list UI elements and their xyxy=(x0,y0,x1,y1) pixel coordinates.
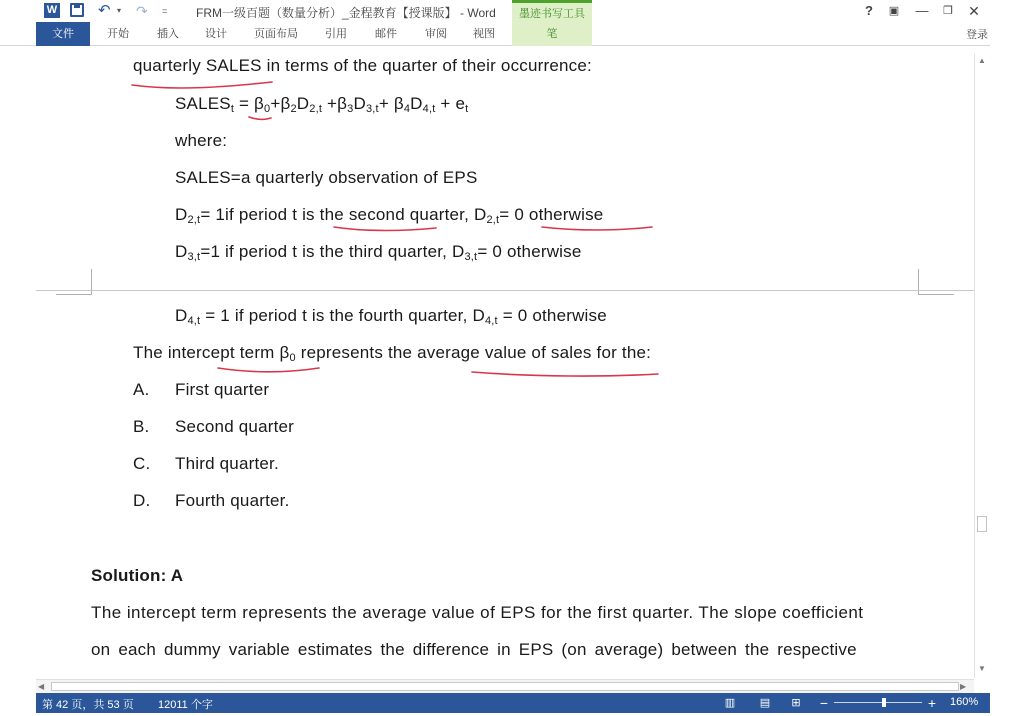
save-icon[interactable] xyxy=(70,3,84,17)
dummy-d2-definition: $D_{2,t}= 1if$ period t is the second quarter, $D_{2,t}= 0$ otherwise xyxy=(175,205,604,226)
solution-heading: Solution: A xyxy=(91,566,184,585)
zoom-level[interactable]: 160% xyxy=(950,696,979,708)
document-workspace xyxy=(36,47,974,679)
option-b xyxy=(133,417,294,437)
vertical-scroll-thumb[interactable] xyxy=(977,516,987,532)
tab-design[interactable]: 设计 xyxy=(205,28,227,40)
ink-underline-otherwise xyxy=(542,227,652,230)
page-break-line xyxy=(36,290,974,291)
option-text: Fourth quarter. xyxy=(175,491,290,510)
status-bar xyxy=(36,693,990,713)
ribbon-display-options-icon[interactable]: ▣ xyxy=(888,5,900,17)
web-layout-icon[interactable]: ⊞ xyxy=(791,697,801,709)
undo-dropdown-icon[interactable]: ▾ xyxy=(117,6,122,15)
paragraph-intro: quarterly SALES in terms of the quarter of their occurrence: xyxy=(133,56,592,75)
title-bar xyxy=(0,0,1024,22)
horizontal-scrollbar[interactable] xyxy=(36,679,974,693)
option-letter: B. xyxy=(133,417,150,436)
tab-references[interactable]: 引用 xyxy=(325,28,347,40)
ink-underline-intercept-term xyxy=(218,368,319,372)
undo-icon[interactable]: ↶ xyxy=(98,2,111,19)
option-text: Third quarter. xyxy=(175,454,279,473)
help-icon[interactable]: ? xyxy=(865,3,873,18)
tab-page-layout[interactable]: 页面布局 xyxy=(254,28,298,40)
dummy-d4-definition: $D_{4,t} = 1$ if period t is the fourth quarter, $D_{4,t} = 0$ otherwise xyxy=(175,306,607,327)
read-mode-icon[interactable]: ▥ xyxy=(724,697,736,709)
option-letter: A. xyxy=(133,380,150,399)
regression-equation: $SALES_t = \beta_0+\beta_2D_{2,t} +\beta_3D_{3,t}+ \beta_4D_{4,t} + e_t$ xyxy=(175,94,469,115)
document-page[interactable] xyxy=(36,47,974,679)
print-layout-icon[interactable]: ▤ xyxy=(759,697,771,709)
scroll-down-icon[interactable]: ▼ xyxy=(978,664,986,673)
word-count-status[interactable]: 12011 个字 xyxy=(158,699,213,711)
page-corner-mark-right xyxy=(918,269,954,295)
ink-underline-beta0 xyxy=(249,117,271,119)
tab-mailings[interactable]: 邮件 xyxy=(375,28,397,40)
explanation-line-2: on each dummy variable estimates the difference in EPS (on average) between the respective xyxy=(91,640,857,659)
redo-icon[interactable]: ↷ xyxy=(136,3,148,19)
zoom-slider-thumb[interactable] xyxy=(882,698,886,707)
minimize-button[interactable]: — xyxy=(915,3,929,18)
sales-definition: SALES=a quarterly observation of EPS xyxy=(175,168,478,187)
scroll-right-icon[interactable]: ▶ xyxy=(960,682,967,691)
tab-insert[interactable]: 插入 xyxy=(157,28,179,40)
scroll-up-icon[interactable]: ▲ xyxy=(978,56,986,65)
option-text: First quarter xyxy=(175,380,270,399)
option-text: Second quarter xyxy=(175,417,295,436)
window-edge xyxy=(990,0,1024,716)
close-button[interactable]: ✕ xyxy=(968,3,980,19)
ink-underline-second-quarter xyxy=(334,227,436,231)
document-title: FRM一级百题（数量分析）_金程教育【授课版】 - Word xyxy=(196,6,496,20)
ink-underline-average-value xyxy=(472,372,658,376)
restore-button[interactable]: ❐ xyxy=(943,5,953,17)
explanation-line-1: The intercept term represents the average value of EPS for the first quarter. The slope coefficient xyxy=(91,603,864,622)
question-text: The intercept term $\beta_0$ represents the average value of sales for the: xyxy=(133,343,652,364)
horizontal-scroll-thumb[interactable] xyxy=(51,682,959,691)
tab-review[interactable]: 审阅 xyxy=(425,28,447,40)
page-count-status[interactable]: 第 42 页，共 53 页 xyxy=(42,699,134,711)
dummy-d3-definition: $D_{3,t}=1$ if period t is the third quarter, $D_{3,t}= 0$ otherwise xyxy=(175,242,582,263)
zoom-slider[interactable] xyxy=(834,702,922,703)
ink-tools-group-label: 墨迹书写工具 xyxy=(512,0,592,22)
tab-view[interactable]: 视图 xyxy=(473,28,495,40)
option-a xyxy=(133,380,269,400)
option-c xyxy=(133,454,279,474)
ink-underline-sales xyxy=(132,82,272,88)
scroll-left-icon[interactable]: ◀ xyxy=(38,682,45,691)
option-d xyxy=(133,491,290,511)
zoom-in-icon[interactable]: + xyxy=(927,695,937,711)
zoom-out-icon[interactable]: − xyxy=(819,695,829,711)
tab-home[interactable]: 开始 xyxy=(107,28,129,40)
option-letter: D. xyxy=(133,491,151,510)
tab-pen[interactable]: 笔 xyxy=(512,22,592,46)
sign-in-link[interactable]: 登录 xyxy=(966,29,988,41)
customize-quick-access-icon[interactable]: = xyxy=(162,6,168,16)
page-corner-mark-left xyxy=(56,269,92,295)
word-app-icon[interactable]: W xyxy=(44,3,60,18)
ribbon-tabs xyxy=(0,22,1024,46)
option-letter: C. xyxy=(133,454,151,473)
tab-file[interactable]: 文件 xyxy=(36,22,90,46)
vertical-scrollbar[interactable] xyxy=(974,54,989,678)
where-label: where: xyxy=(175,131,228,150)
